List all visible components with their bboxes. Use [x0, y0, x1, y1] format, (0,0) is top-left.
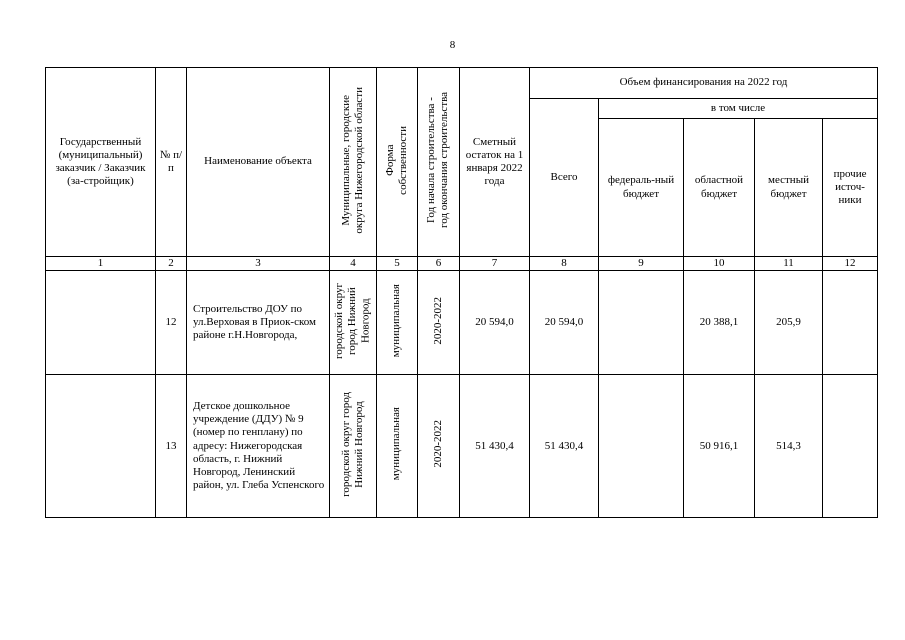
- cell-ownership-text: муниципальная: [390, 283, 403, 358]
- column-number: 4: [330, 257, 377, 271]
- cell-municipal-line1: городской округ город: [339, 391, 352, 497]
- cell-regional: 50 916,1: [684, 375, 755, 518]
- cell-total: 51 430,4: [530, 375, 599, 518]
- header-years-line1: Год начала строительства -: [425, 97, 438, 223]
- table-row: [46, 271, 878, 375]
- column-number: 3: [187, 257, 330, 271]
- cell-municipal: [330, 271, 377, 375]
- cell-customer: [46, 271, 156, 375]
- header-years-line2: год окончания строительства: [438, 91, 451, 228]
- cell-years-text: 2020-2022: [431, 296, 444, 345]
- cell-estimate: 20 594,0: [460, 271, 530, 375]
- cell-local: 205,9: [755, 271, 823, 375]
- header-total: Всего: [530, 99, 599, 257]
- cell-object-name: Детское дошкольное учреждение (ДДУ) № 9 (номер по генплану) по адресу: Нижегородская область, г. Нижний Новгород, Ленинский район, ул. Глеба Успенского: [187, 375, 330, 518]
- column-number: 9: [599, 257, 684, 271]
- header-including: в том числе: [599, 99, 878, 119]
- column-number: 10: [684, 257, 755, 271]
- cell-total: 20 594,0: [530, 271, 599, 375]
- cell-municipal: [330, 375, 377, 518]
- cell-other: [823, 375, 878, 518]
- header-funding: Объем финансирования на 2022 год: [530, 68, 878, 99]
- column-number: 11: [755, 257, 823, 271]
- header-customer: Государственный (муниципальный) заказчик / Заказчик (за-стройщик): [46, 68, 156, 257]
- cell-estimate: 51 430,4: [460, 375, 530, 518]
- column-number: 1: [46, 257, 156, 271]
- header-other: прочие источ-ники: [823, 119, 878, 257]
- cell-num: 12: [156, 271, 187, 375]
- financing-table: [45, 67, 878, 518]
- cell-object-name: Строительство ДОУ по ул.Верховая в Приок-ском районе г.Н.Новгорода,: [187, 271, 330, 375]
- header-regional: областной бюджет: [684, 119, 755, 257]
- header-municipal-line2: округа Нижегородской области: [353, 86, 365, 234]
- header-municipal: [330, 68, 377, 257]
- header-ownership-line2: собственности: [397, 125, 409, 195]
- page-number: 8: [449, 39, 456, 51]
- cell-regional: 20 388,1: [684, 271, 755, 375]
- header-municipal-line1: Муниципальные, городские: [339, 94, 352, 226]
- column-numbers-row: [46, 257, 878, 271]
- cell-federal: [599, 271, 684, 375]
- header-local: местный бюджет: [755, 119, 823, 257]
- column-number: 12: [823, 257, 878, 271]
- cell-ownership: [377, 375, 418, 518]
- header-years: [418, 68, 460, 257]
- cell-ownership: [377, 271, 418, 375]
- cell-customer: [46, 375, 156, 518]
- table-row: [46, 375, 878, 518]
- column-number: 8: [530, 257, 599, 271]
- header-object-name: Наименование объекта: [187, 68, 330, 257]
- header-num: № п/п: [156, 68, 187, 257]
- cell-federal: [599, 375, 684, 518]
- column-number: 6: [418, 257, 460, 271]
- column-number: 2: [156, 257, 187, 271]
- cell-ownership-text: муниципальная: [390, 407, 403, 481]
- cell-years: [418, 271, 460, 375]
- header-ownership: [377, 68, 418, 257]
- cell-num: 13: [156, 375, 187, 518]
- cell-municipal-line2: Нижний Новгород: [353, 400, 365, 488]
- cell-other: [823, 271, 878, 375]
- header-ownership-line1: Форма: [383, 144, 396, 176]
- cell-years: [418, 375, 460, 518]
- cell-municipal-line3: Новгород: [359, 298, 372, 343]
- column-number: 5: [377, 257, 418, 271]
- cell-local: 514,3: [755, 375, 823, 518]
- header-estimate: Сметный остаток на 1 января 2022 года: [460, 68, 530, 257]
- column-number: 7: [460, 257, 530, 271]
- cell-years-text: 2020-2022: [431, 420, 444, 468]
- cell-municipal-line1: городской округ: [333, 282, 346, 359]
- header-federal: федераль-ный бюджет: [599, 119, 684, 257]
- cell-municipal-line2: город Нижний: [346, 286, 359, 355]
